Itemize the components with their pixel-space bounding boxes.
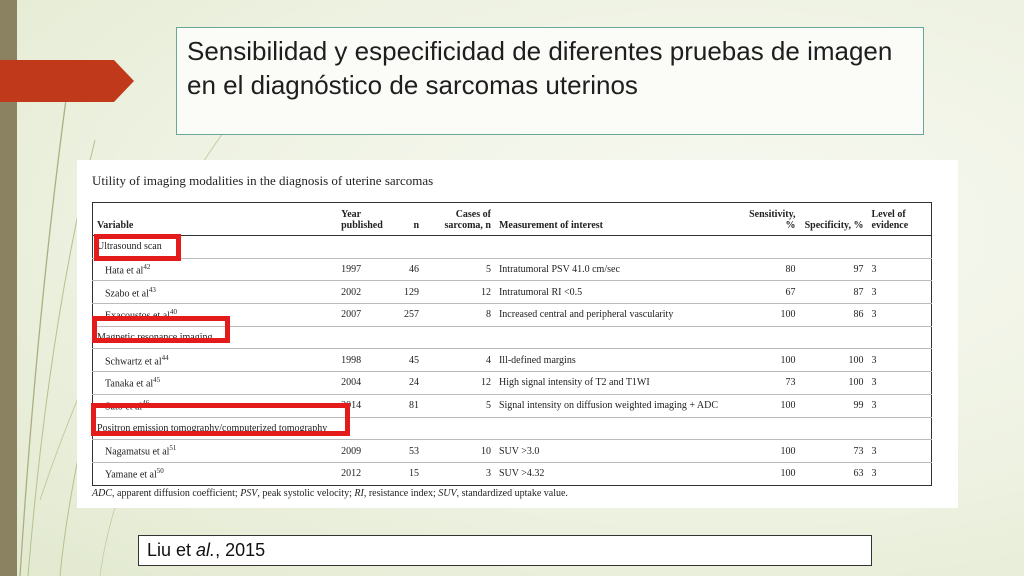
reference-number: 44	[161, 353, 169, 362]
cell-sensitivity: 80	[740, 258, 800, 281]
cell-cases: 4	[423, 349, 495, 372]
highlight-mri	[92, 316, 230, 343]
cell-cases: 10	[423, 440, 495, 463]
study-name: Szabo et al	[105, 287, 149, 299]
study-name: Hata et al	[105, 265, 144, 277]
table-image	[77, 160, 958, 508]
citation-italic: al.	[196, 540, 216, 560]
cell-year: 2009	[337, 440, 395, 463]
cell-variable	[93, 258, 338, 281]
header-specificity: Specificity, %	[800, 203, 868, 236]
table-header-row	[93, 203, 932, 236]
cell-n: 46	[395, 258, 423, 281]
study-name: Schwartz et al	[105, 355, 162, 367]
cell-n: 257	[395, 304, 423, 327]
table-row	[93, 372, 932, 395]
table-caption: Utility of imaging modalities in the diagnosis of uterine sarcomas	[92, 173, 434, 188]
cell-measurement: SUV >4.32	[498, 468, 545, 480]
cell-measurement: Increased central and peripheral vascularity	[495, 304, 740, 327]
table-footnote	[92, 488, 568, 499]
cell-variable	[93, 440, 338, 463]
cell-measurement: Intratumoral RI <0.5	[495, 281, 740, 304]
footnote-def: , apparent diffusion coefficient;	[112, 488, 241, 499]
cell-n: 24	[395, 372, 423, 395]
cell-year: 2004	[337, 372, 395, 395]
cell-level: 3	[868, 258, 932, 281]
cell-specificity: 100	[800, 372, 868, 395]
header-level: Level of evidence	[868, 203, 932, 236]
table-row	[93, 349, 932, 372]
cell-year: 2012	[341, 468, 362, 480]
footnote-abbr: SUV	[438, 488, 457, 499]
header-year: Year published	[337, 203, 395, 236]
cell-level: 3	[868, 372, 932, 395]
cell-cases: 8	[423, 304, 495, 327]
cell-cases: 5	[423, 394, 495, 417]
reference-number: 50	[156, 467, 164, 476]
slide-title: Sensibilidad y especificidad de diferentes pruebas de imagen en el diagnóstico de sarcomas uterinos	[187, 36, 893, 100]
study-name: Nagamatsu et al	[105, 446, 170, 458]
footnote-def: , standardized uptake value.	[456, 488, 568, 499]
table-row	[93, 281, 932, 304]
cell-n: 45	[395, 349, 423, 372]
cell-n: 15	[409, 468, 420, 480]
reference-number: 51	[169, 444, 177, 453]
cell-sensitivity: 100	[740, 349, 800, 372]
cell-specificity: 100	[800, 349, 868, 372]
cell-sensitivity: 100	[740, 394, 800, 417]
header-variable: Variable	[93, 203, 338, 236]
header-measurement: Measurement of interest	[495, 203, 740, 236]
citation-suffix: , 2015	[215, 540, 266, 560]
slide-title-box	[176, 27, 924, 135]
highlight-pet-ct	[91, 403, 350, 436]
cell-specificity: 73	[800, 440, 868, 463]
cell-specificity: 99	[800, 394, 868, 417]
cell-specificity: 86	[800, 304, 868, 327]
section-label: Magnetic resonance imaging	[93, 326, 932, 349]
footnote-def: , peak systolic velocity;	[257, 488, 355, 499]
cell-measurement: Ill-defined margins	[495, 349, 740, 372]
imaging-table	[92, 202, 932, 486]
reference-number: 45	[153, 376, 161, 385]
section-label: Ultrasound scan	[93, 236, 932, 259]
cell-specificity: 63	[853, 468, 864, 480]
cell-sensitivity: 73	[740, 372, 800, 395]
study-name: Tanaka et al	[105, 378, 154, 390]
reference-number: 42	[143, 262, 151, 271]
table-row	[93, 440, 932, 463]
header-n: n	[395, 203, 423, 236]
cell-year: 2007	[337, 304, 395, 327]
study-name: Yamane et al	[105, 469, 157, 481]
citation-prefix: Liu et	[147, 540, 197, 560]
header-sensitivity: Sensitivity, %	[740, 203, 800, 236]
cell-variable	[93, 372, 338, 395]
cell-variable	[93, 281, 338, 304]
reference-number: 43	[148, 285, 156, 294]
cell-year: 1997	[337, 258, 395, 281]
cell-year: 2002	[337, 281, 395, 304]
cell-level: 3	[871, 468, 877, 480]
cell-measurement: SUV >3.0	[495, 440, 740, 463]
cell-sensitivity: 67	[740, 281, 800, 304]
footnote-def: , resistance index;	[363, 488, 439, 499]
cell-level: 3	[868, 281, 932, 304]
citation-box	[138, 535, 872, 566]
arrow-bullet-icon	[0, 60, 134, 102]
cell-level: 3	[868, 304, 932, 327]
cell-year: 1998	[337, 349, 395, 372]
cell-cases: 12	[423, 372, 495, 395]
study-name: Sato et al	[105, 401, 143, 413]
footnote-abbr: RI	[354, 488, 364, 499]
table-row	[93, 258, 932, 281]
cell-variable	[93, 462, 338, 485]
cell-year: 2014	[337, 394, 395, 417]
cell-n: 129	[395, 281, 423, 304]
cell-cases: 5	[423, 258, 495, 281]
cell-measurement: Intratumoral PSV 41.0 cm/sec	[495, 258, 740, 281]
cell-measurement: High signal intensity of T2 and T1WI	[495, 372, 740, 395]
section-label: Positron emission tomography/computerized tomography	[93, 417, 932, 440]
footnote-abbr: ADC	[92, 488, 112, 499]
cell-sensitivity: 100	[740, 440, 800, 463]
cell-cases: 12	[423, 281, 495, 304]
cell-n: 81	[395, 394, 423, 417]
highlight-ultrasound	[94, 234, 181, 261]
section-row	[93, 236, 932, 259]
table-row	[93, 462, 932, 485]
cell-sensitivity: 100	[740, 304, 800, 327]
table-body	[93, 236, 932, 486]
cell-specificity: 87	[800, 281, 868, 304]
cell-level: 3	[868, 349, 932, 372]
cell-level: 3	[868, 440, 932, 463]
cell-cases: 3	[485, 468, 491, 480]
study-name: Exacoustos et al	[105, 310, 170, 322]
reference-number: 40	[169, 308, 177, 317]
cell-level: 3	[868, 394, 932, 417]
cell-n: 53	[395, 440, 423, 463]
cell-variable	[93, 349, 338, 372]
footnote-abbr: PSV	[240, 488, 258, 499]
header-cases: Cases of sarcoma, n	[423, 203, 495, 236]
cell-specificity: 97	[800, 258, 868, 281]
cell-measurement: Signal intensity on diffusion weighted imaging + ADC	[495, 394, 740, 417]
reference-number: 46	[142, 398, 150, 407]
cell-sensitivity: 100	[780, 468, 796, 480]
